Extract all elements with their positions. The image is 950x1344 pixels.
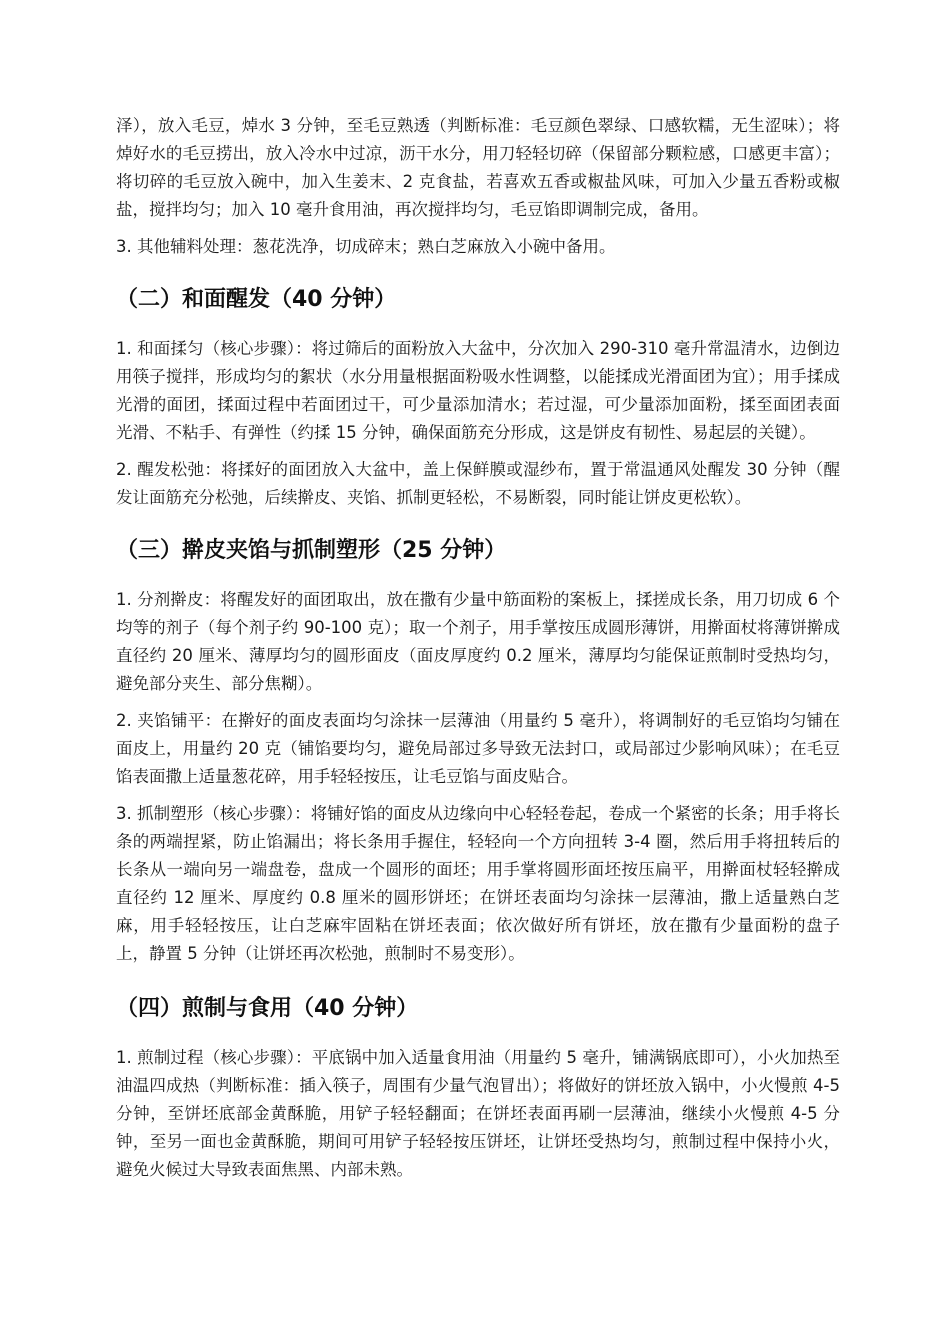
section-heading: （三）擀皮夹馅与抓制塑形（25 分钟） xyxy=(116,538,507,563)
document-page xyxy=(116,112,840,1184)
section-heading: （二）和面醒发（40 分钟） xyxy=(116,287,397,312)
section-paragraph: 2. 醒发松弛：将揉好的面团放入大盆中，盖上保鲜膜或湿纱布，置于常温通风处醒发 30 分钟（醒发让面筋充分松弛，后续擀皮、夹馅、抓制更轻松，不易断裂，同时能让饼皮更松软）。 xyxy=(116,460,840,507)
section-paragraph: 1. 和面揉匀（核心步骤）：将过筛后的面粉放入大盆中，分次加入 290-310 毫升常温清水，边倒边用筷子搅拌，形成均匀的絮状（水分用量根据面粉吸水性调整，以能揉成光滑面团为宜）；用手揉成光滑的面团，揉面过程中若面团过干，可少量添加清水；若过湿，可少量添加面粉，揉至面团表面光滑、不粘手、有弹性（约揉 15 分钟，确保面筋充分形成，这是饼皮有韧性、易起层的关键）。 xyxy=(116,339,840,442)
intro-paragraph-1: 泽），放入毛豆，焯水 3 分钟，至毛豆熟透（判断标准：毛豆颜色翠绿、口感软糯，无生涩味）；将焯好水的毛豆捞出，放入冷水中过凉，沥干水分，用刀轻轻切碎（保留部分颗粒感，口感更丰富）；将切碎的毛豆放入碗中，加入生姜末、2 克食盐，若喜欢五香或椒盐风味，可加入少量五香粉或椒盐，搅拌均匀；加入 10 毫升食用油，再次搅拌均匀，毛豆馅即调制完成，备用。 xyxy=(116,116,840,219)
section-paragraph: 1. 分剂擀皮：将醒发好的面团取出，放在撒有少量中筋面粉的案板上，揉搓成长条，用刀切成 6 个均等的剂子（每个剂子约 90-100 克）；取一个剂子，用手掌按压成圆形薄饼，用擀面杖将薄饼擀成直径约 20 厘米、薄厚均匀的圆形面皮（面皮厚度约 0.2 厘米，薄厚均匀能保证煎制时受热均匀，避免部分夹生、部分焦糊）。 xyxy=(116,590,840,693)
intro-paragraph-2: 3. 其他辅料处理：葱花洗净，切成碎末；熟白芝麻放入小碗中备用。 xyxy=(116,237,616,256)
section-paragraph: 2. 夹馅铺平：在擀好的面皮表面均匀涂抹一层薄油（用量约 5 毫升），将调制好的毛豆馅均匀铺在面皮上，用量约 20 克（铺馅要均匀，避免局部过多导致无法封口，或局部过少影响风味）；在毛豆馅表面撒上适量葱花碎，用手轻轻按压，让毛豆馅与面皮贴合。 xyxy=(116,711,840,786)
section-paragraph: 3. 抓制塑形（核心步骤）：将铺好馅的面皮从边缘向中心轻轻卷起，卷成一个紧密的长条；用手将长条的两端捏紧，防止馅漏出；将长条用手握住，轻轻向一个方向扭转 3-4 圈，然后用手将扭转后的长条从一端向另一端盘卷，盘成一个圆形的面坯；用手掌将圆形面坯按压扁平，用擀面杖轻轻擀成直径约 12 厘米、厚度约 0.8 厘米的圆形饼坯；在饼坯表面均匀涂抹一层薄油，撒上适量熟白芝麻，用手轻轻按压，让白芝麻牢固粘在饼坯表面；依次做好所有饼坯，放在撒有少量面粉的盘子上，静置 5 分钟（让饼坯再次松弛，煎制时不易变形）。 xyxy=(116,804,840,963)
section-paragraph: 1. 煎制过程（核心步骤）：平底锅中加入适量食用油（用量约 5 毫升，铺满锅底即可），小火加热至油温四成热（判断标准：插入筷子，周围有少量气泡冒出）；将做好的饼坯放入锅中，小火慢煎 4-5 分钟，至饼坯底部金黄酥脆，用铲子轻轻翻面；在饼坯表面再刷一层薄油，继续小火慢煎 4-5 分钟，至另一面也金黄酥脆，期间可用铲子轻轻按压饼坯，让饼坯受热均匀，煎制过程中保持小火，避免火候过大导致表面焦黑、内部未熟。 xyxy=(116,1048,840,1179)
section-heading: （四）煎制与食用（40 分钟） xyxy=(116,996,419,1021)
